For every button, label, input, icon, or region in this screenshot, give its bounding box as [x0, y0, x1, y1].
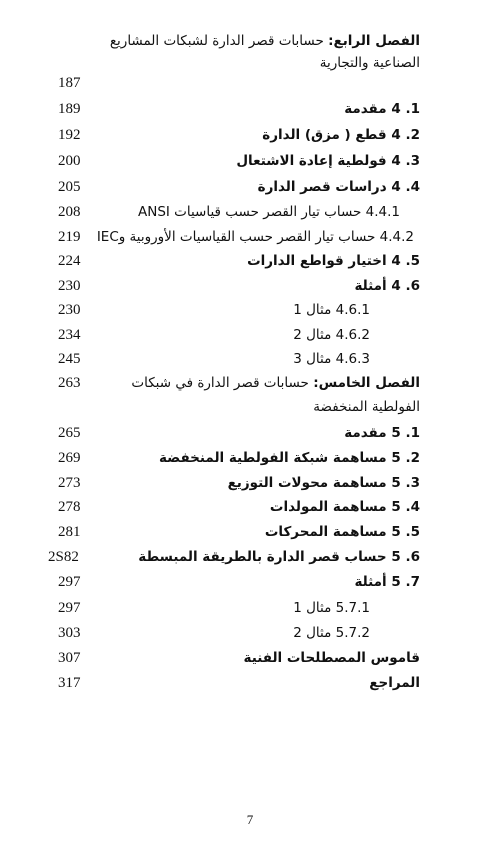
toc-title: 4. 5 مساهمة المولدات: [269, 499, 420, 515]
toc-title: المراجع: [369, 675, 420, 691]
toc-entry: [0, 521, 500, 545]
toc-page-number: 208: [58, 204, 81, 220]
toc-title: 3. 4 فولطية إعادة الاشتعال: [236, 153, 420, 169]
toc-entry: [0, 348, 500, 372]
toc-page-number: 281: [58, 524, 81, 540]
toc-page-number: 297: [58, 600, 81, 616]
chapter-5-heading: [100, 370, 420, 397]
toc-entry: [0, 201, 500, 225]
toc-page-number: 263: [58, 375, 81, 391]
toc-title: 1. 5 مقدمة: [344, 425, 420, 441]
chapter-5-lead: الفصل الخامس:: [313, 375, 420, 391]
toc-entry: [0, 472, 500, 496]
toc-entry: [0, 672, 500, 696]
toc-title: 4.4.2 حساب تيار القصر حسب القياسيات الأوروبية وIEC: [96, 229, 414, 245]
page-number: 7: [246, 812, 254, 827]
toc-title: 5. 4 اختيار قواطع الدارات: [247, 253, 420, 269]
toc-page-number: 224: [58, 253, 81, 269]
toc-page-number: 307: [58, 650, 81, 666]
toc-title: 3. 5 مساهمة محولات التوزيع: [227, 475, 420, 491]
toc-page-number: 192: [58, 127, 81, 143]
toc-title: 2. 4 قطع ( مزق) الدارة: [262, 127, 420, 143]
toc-page-number: 297: [58, 574, 81, 590]
toc-title: 4.6.1 مثال 1: [293, 302, 370, 318]
toc-page-number: 269: [58, 450, 81, 466]
toc-title: 2. 5 مساهمة شبكة الفولطية المنخفضة: [158, 450, 420, 466]
chapter-5-heading-line2: الفولطية المنخفضة: [313, 399, 420, 415]
toc-page-number: 303: [58, 625, 81, 641]
toc-title: 5.7.2 مثال 2: [293, 625, 370, 641]
toc-entry: [0, 176, 500, 200]
toc-entry: [0, 275, 500, 299]
toc-entry: [0, 324, 500, 348]
chapter-4-title: حسابات قصر الدارة لشبكات المشاريع: [109, 33, 329, 49]
toc-page-number: 205: [58, 179, 81, 195]
toc-entry: [0, 447, 500, 471]
toc-title: 4.4.1 حساب تيار القصر حسب قياسيات ANSI: [137, 204, 400, 220]
toc-title: 4. 4 دراسات قصر الدارة: [257, 179, 420, 195]
toc-page-number: 278: [58, 499, 81, 515]
chapter-4-heading-line2: الصناعية والتجارية: [319, 55, 420, 71]
toc-page-number: 273: [58, 475, 81, 491]
toc-page-number: 219: [58, 229, 81, 245]
toc-page-number: 200: [58, 153, 81, 169]
toc-title: 4.6.3 مثال 3: [293, 351, 370, 367]
toc-page-number: 234: [58, 327, 81, 343]
toc-page-number: 317: [58, 675, 81, 691]
toc-title: 1. 4 مقدمة: [344, 101, 420, 117]
chapter-5-title: حسابات قصر الدارة في شبكات: [131, 375, 314, 391]
toc-page-number: 230: [58, 278, 81, 294]
toc-entry: [0, 72, 500, 96]
toc-page-number: 245: [58, 351, 81, 367]
toc-title: 6. 5 حساب قصر الدارة بالطريقة المبسطة: [138, 549, 420, 565]
toc-entry: [0, 571, 500, 595]
toc-title: قاموس المصطلحات الفنية: [243, 650, 420, 666]
toc-title: 4.6.2 مثال 2: [293, 327, 370, 343]
toc-title: 5.7.1 مثال 1: [293, 600, 370, 616]
toc-entry: [0, 546, 500, 570]
toc-page-number: 265: [58, 425, 81, 441]
toc-entry: [0, 98, 500, 122]
toc-entry: [0, 622, 500, 646]
toc-entry: [0, 150, 500, 174]
toc-entry: [0, 496, 500, 520]
chapter-4-lead: الفصل الرابع:: [328, 33, 420, 49]
toc-entry: [0, 597, 500, 621]
toc-page-number: 230: [58, 302, 81, 318]
toc-entry: [0, 647, 500, 671]
toc-title: 5. 5 مساهمة المحركات: [264, 524, 420, 540]
toc-page-number: 187: [58, 75, 81, 91]
toc-title: 7. 5 أمثلة: [354, 574, 420, 590]
toc-entry: [0, 124, 500, 148]
toc-entry: [0, 422, 500, 446]
toc-page-number: 2S82: [48, 549, 79, 565]
toc-entry: [0, 250, 500, 274]
toc-entry: [0, 299, 500, 323]
toc-entry: [0, 226, 500, 250]
toc-title: 6. 4 أمثلة: [354, 278, 420, 294]
toc-page-number: 189: [58, 101, 81, 117]
